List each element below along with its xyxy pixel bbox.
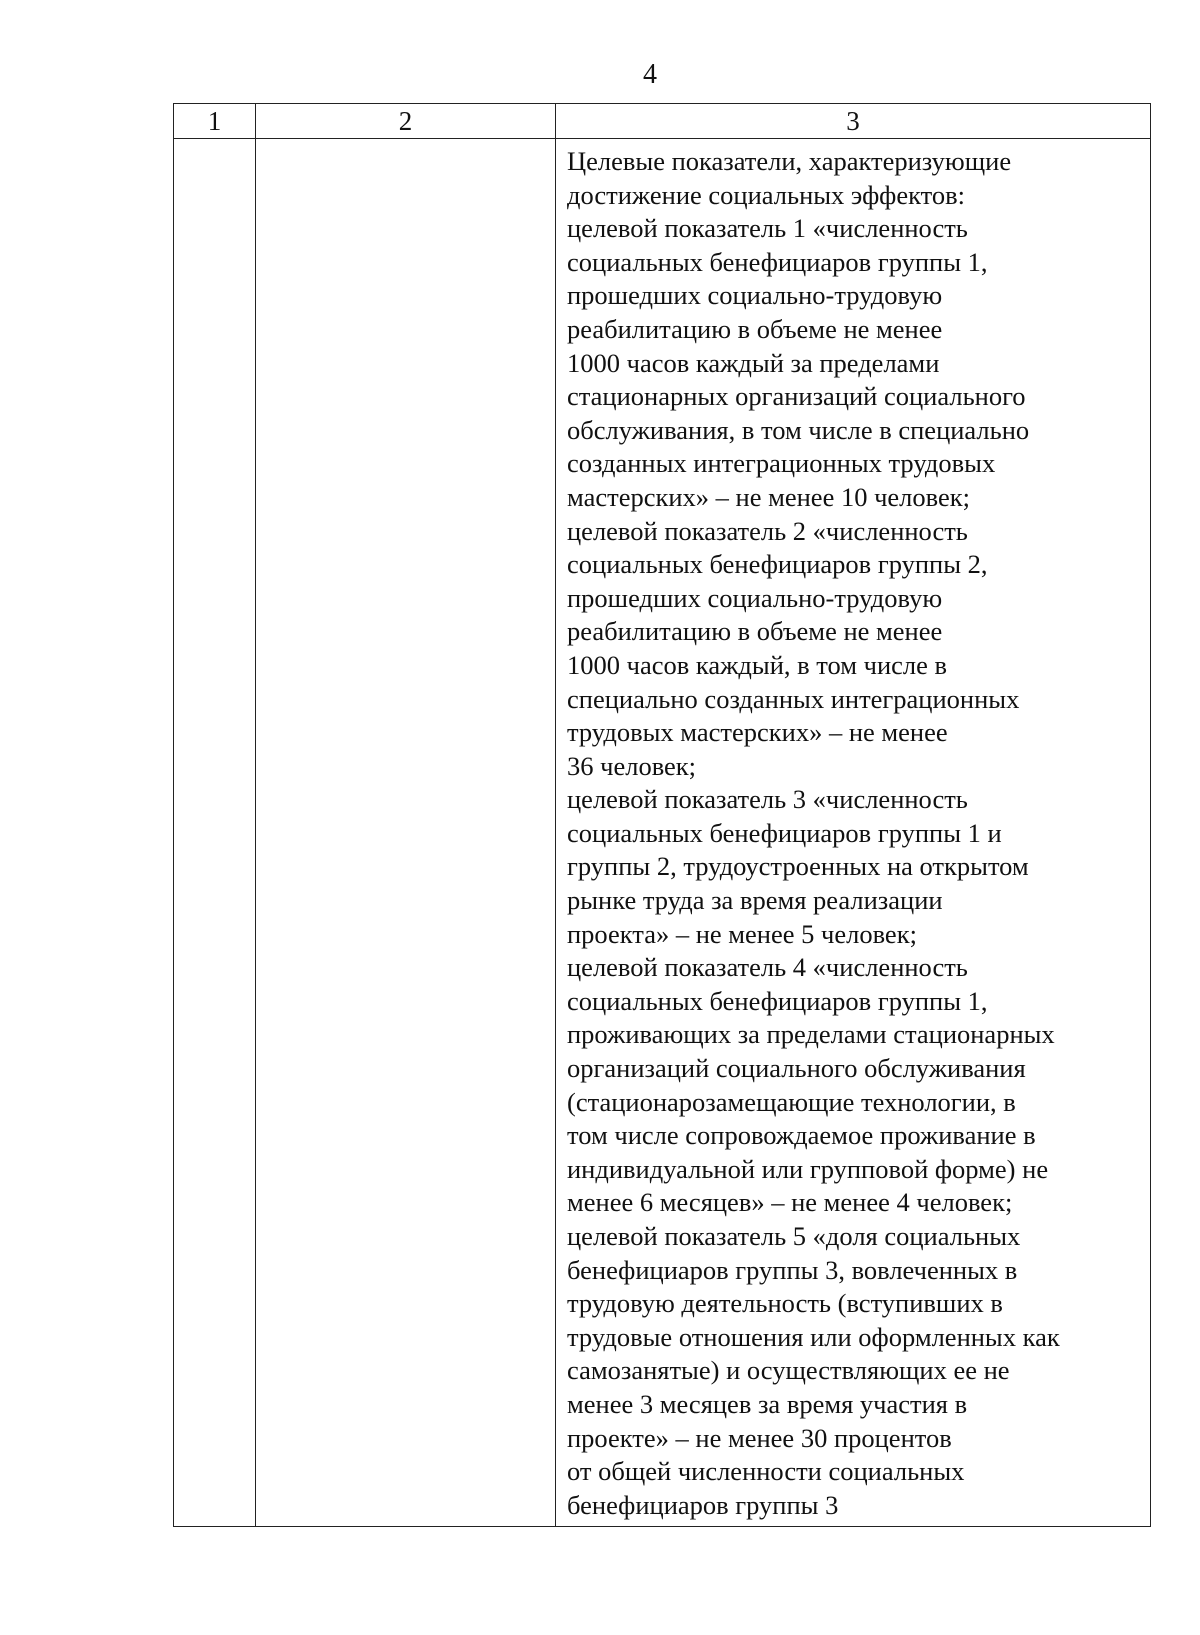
text-line: 1000 часов каждый за пределами bbox=[567, 347, 940, 378]
text-line: 36 человек; bbox=[567, 750, 697, 781]
text-line: целевой показатель 5 «доля социальных bbox=[567, 1221, 1021, 1251]
text-line: самозанятые) и осуществляющих ее не bbox=[567, 1355, 1010, 1386]
header-cell-2: 2 bbox=[256, 104, 556, 139]
text-line: группы 2, трудоустроенных на открытом bbox=[567, 851, 1029, 882]
text-line: социальных бенефициаров группы 2, bbox=[567, 549, 988, 580]
text-line: трудовые отношения или оформленных как bbox=[567, 1321, 1060, 1352]
text-line: от общей численности социальных bbox=[567, 1456, 965, 1487]
text-line: реабилитацию в объеме не менее bbox=[567, 616, 943, 647]
cell-col-2 bbox=[256, 139, 556, 1527]
text-line: целевой показатель 2 «численность bbox=[567, 515, 968, 546]
text-line: рынке труда за время реализации bbox=[567, 885, 943, 916]
table-row bbox=[174, 139, 1151, 1527]
text-line: бенефициаров группы 3, вовлеченных в bbox=[567, 1254, 1018, 1285]
text-line: проекта» – не менее 5 человек; bbox=[567, 918, 917, 949]
text-line: мастерских» – не менее 10 человек; bbox=[567, 481, 970, 512]
text-line: бенефициаров группы 3 bbox=[567, 1489, 839, 1520]
header-cell-1: 1 bbox=[174, 104, 256, 139]
text-line: созданных интеграционных трудовых bbox=[567, 448, 996, 479]
text-line: организаций социального обслуживания bbox=[567, 1053, 1026, 1084]
text-line: прошедших социально-трудовую bbox=[567, 582, 943, 613]
text-line: реабилитацию в объеме не менее bbox=[567, 313, 943, 344]
text-line: менее 3 месяцев за время участия в bbox=[567, 1388, 968, 1419]
text-line: менее 6 месяцев» – не менее 4 человек; bbox=[567, 1187, 1013, 1218]
header-cell-3: 3 bbox=[556, 104, 1151, 139]
text-line: проекте» – не менее 30 процентов bbox=[567, 1422, 952, 1453]
target-indicators-text bbox=[567, 145, 1144, 1522]
text-line: прошедших социально-трудовую bbox=[567, 280, 943, 311]
text-line: целевой показатель 1 «численность bbox=[567, 213, 968, 244]
text-line: социальных бенефициаров группы 1, bbox=[567, 246, 988, 277]
cell-col-1 bbox=[174, 139, 256, 1527]
text-line: Целевые показатели, характеризующие bbox=[567, 146, 1012, 176]
text-line: индивидуальной или групповой форме) не bbox=[567, 1153, 1049, 1184]
text-line: трудовых мастерских» – не менее bbox=[567, 717, 948, 748]
text-line: социальных бенефициаров группы 1 и bbox=[567, 817, 1002, 848]
text-line: том числе сопровождаемое проживание в bbox=[567, 1120, 1036, 1151]
text-line: целевой показатель 3 «численность bbox=[567, 784, 968, 815]
text-line: проживающих за пределами стационарных bbox=[567, 1019, 1055, 1050]
cell-col-3 bbox=[556, 139, 1151, 1527]
text-line: социальных бенефициаров группы 1, bbox=[567, 985, 988, 1016]
page-number: 4 bbox=[643, 59, 657, 90]
text-line: (стационарозамещающие технологии, в bbox=[567, 1086, 1016, 1117]
text-line: 1000 часов каждый, в том числе в bbox=[567, 649, 948, 680]
text-line: специально созданных интеграционных bbox=[567, 683, 1020, 714]
text-line: обслуживания, в том числе в специально bbox=[567, 414, 1030, 445]
text-line: достижение социальных эффектов: bbox=[567, 179, 965, 210]
text-line: целевой показатель 4 «численность bbox=[567, 952, 968, 983]
text-line: трудовую деятельность (вступивших в bbox=[567, 1288, 1003, 1319]
table-header-row bbox=[174, 104, 1151, 139]
text-line: стационарных организаций социального bbox=[567, 381, 1026, 412]
document-table bbox=[173, 103, 1151, 1527]
